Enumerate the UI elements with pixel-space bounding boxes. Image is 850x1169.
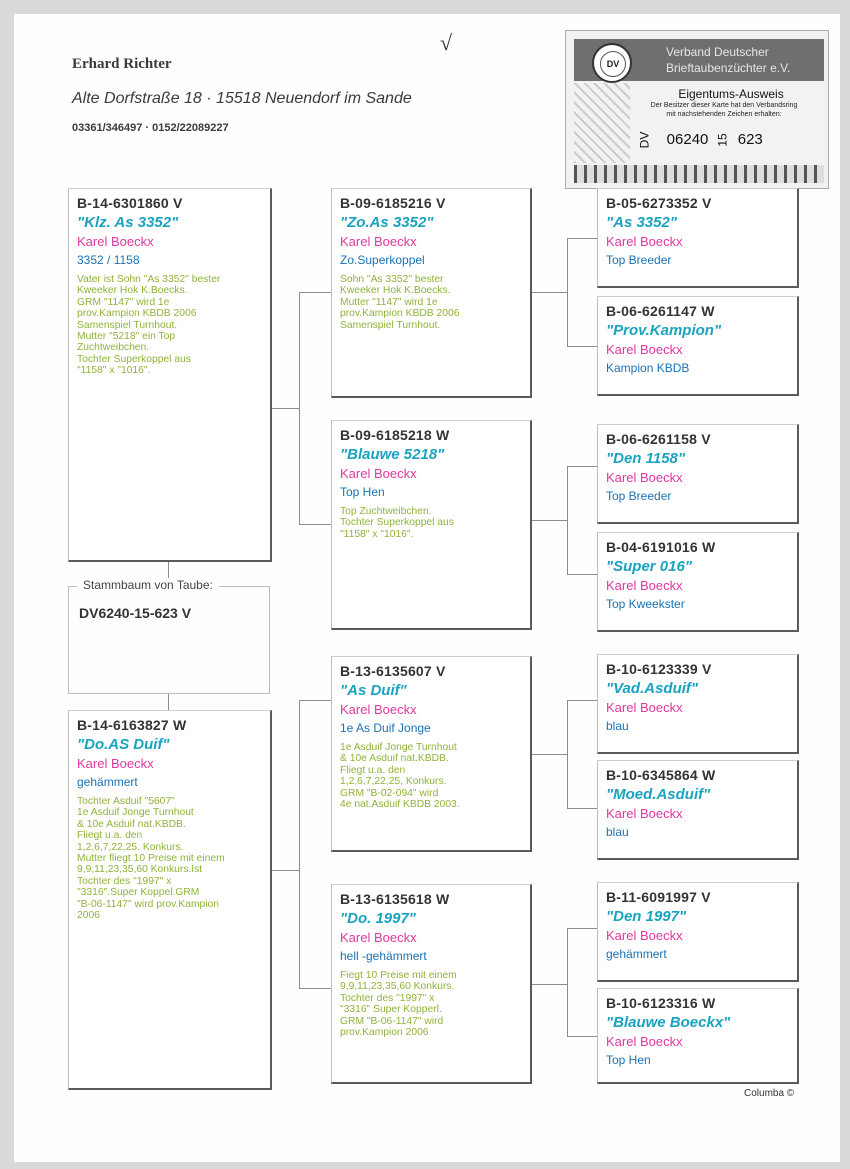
pigeon-card-maternal-grandfather [331, 656, 532, 852]
breeder-name: Karel Boeckx [606, 928, 683, 943]
ring-number: B-06-6261158 V [606, 431, 711, 447]
pigeon-card-mother [68, 710, 272, 1090]
pigeon-info: Zo.Superkoppel [340, 253, 425, 267]
ring-number: B-04-6191016 W [606, 539, 716, 555]
ownership-card [565, 30, 829, 189]
pigeon-card-ggp-4 [597, 532, 799, 632]
connector-line [530, 520, 568, 521]
pigeon-info: 1e As Duif Jonge [340, 721, 431, 735]
ring-suffix: 623 [737, 131, 763, 148]
pigeon-card-ggp-1 [597, 188, 799, 288]
connector-line [567, 700, 568, 808]
subject-ring: DV6240-15-623 V [79, 605, 192, 621]
ring-number: B-13-6135607 V [340, 663, 446, 679]
ring-number: B-14-6163827 W [77, 717, 187, 733]
pigeon-info: Top Hen [340, 485, 385, 499]
connector-line [299, 988, 332, 989]
pigeon-info: gehämmert [606, 947, 667, 961]
breeder-name: Karel Boeckx [77, 756, 154, 771]
pigeon-name: "Blauwe 5218" [340, 446, 445, 463]
connector-line [567, 466, 568, 574]
pigeon-name: "Super 016" [606, 558, 692, 575]
breeder-name: Karel Boeckx [340, 930, 417, 945]
breeder-name: Karel Boeckx [606, 700, 683, 715]
connector-line [530, 984, 568, 985]
pigeon-name: "Do. 1997" [340, 910, 416, 927]
breeder-name: Karel Boeckx [606, 578, 683, 593]
connector-line [270, 408, 300, 409]
owner-address: Alte Dorfstraße 18 · 15518 Neuendorf im Sande [72, 90, 412, 107]
ring-number: B-10-6123316 W [606, 995, 716, 1011]
owner-name: Erhard Richter [72, 56, 172, 72]
connector-line [530, 292, 568, 293]
pigeon-notes: Vater ist Sohn "As 3352" bester Kweeker Hok K.Boecks. GRM "1147" wird 1e prov.Kampion KBDB 2006 Samenspiel Turnhout. Mutter "5218" ein Top Zuchtweibchen. Tochter Superkoppel aus "1158" x "1016". [77, 274, 221, 377]
pigeon-name: "Prov.Kampion" [606, 322, 722, 339]
card-ring-number [636, 131, 763, 148]
pigeon-info: blau [606, 719, 629, 733]
connector-line [567, 928, 597, 929]
connector-line [299, 524, 332, 525]
pigeon-info: gehämmert [77, 775, 138, 789]
connector-line [270, 870, 300, 871]
association-name-line2: Brieftaubenzüchter e.V. [666, 61, 791, 75]
pigeon-name: "Den 1997" [606, 908, 687, 925]
subject-box [68, 578, 270, 694]
card-pattern [574, 83, 630, 163]
ring-number: B-13-6135618 W [340, 891, 450, 907]
subject-label: Stammbaum von Taube: [77, 578, 219, 592]
connector-line [567, 238, 568, 346]
card-text-line2: mit nachstehenden Zeichen erhalten: [666, 111, 782, 118]
pigeon-info: hell -gehämmert [340, 949, 427, 963]
pigeon-notes: Top Zuchtweibchen. Tochter Superkoppel aus "1158" x "1016". [340, 506, 454, 540]
pigeon-card-ggp-2 [597, 296, 799, 396]
connector-line [567, 808, 597, 809]
pigeon-card-paternal-grandmother [331, 420, 532, 630]
logo-text: DV [600, 51, 626, 77]
breeder-name: Karel Boeckx [340, 702, 417, 717]
pigeon-info: blau [606, 825, 629, 839]
pigeon-card-ggp-3 [597, 424, 799, 524]
copyright: Columba © [744, 1088, 795, 1099]
check-mark: √ [440, 30, 453, 55]
card-text-line1: Der Besitzer dieser Karte hat den Verbandsring [650, 102, 798, 109]
ring-number: B-10-6123339 V [606, 661, 712, 677]
pigeon-notes: 1e Asduif Jonge Turnhout & 10e Asduif nat.KBDB. Fliegt u.a. den 1,2,6,7,22,25, Konkurs. GRM "B-02-094" wird 4e nat.Asduif KBDB 2003. [340, 742, 460, 811]
ring-number: B-11-6091997 V [606, 889, 711, 905]
ring-prefix: DV [637, 131, 652, 149]
pigeon-card-ggp-8 [597, 988, 799, 1084]
breeder-name: Karel Boeckx [606, 234, 683, 249]
ring-number: B-09-6185218 W [340, 427, 450, 443]
pigeon-info: Top Hen [606, 1053, 651, 1067]
association-logo-icon [592, 43, 632, 83]
pigeon-card-ggp-6 [597, 760, 799, 860]
owner-phone: 03361/346497 · 0152/22089227 [72, 122, 229, 134]
breeder-name: Karel Boeckx [77, 234, 154, 249]
pigeon-name: "Zo.As 3352" [340, 214, 434, 231]
pigeon-name: "Do.AS Duif" [77, 736, 170, 753]
connector-line [299, 292, 332, 293]
ring-number: B-06-6261147 W [606, 303, 715, 319]
pigeon-card-ggp-5 [597, 654, 799, 754]
pigeon-card-ggp-7 [597, 882, 799, 982]
card-bottom-pattern [574, 165, 824, 183]
connector-line [567, 238, 597, 239]
pigeon-notes: Sohn "As 3352" bester Kweeker Hok K.Boecks. Mutter "1147" wird 1e prov.Kampion KBDB 2006 Samenspiel Turnhout. [340, 274, 460, 331]
ring-number: B-10-6345864 W [606, 767, 716, 783]
connector-line [567, 1036, 597, 1037]
pigeon-name: "Klz. As 3352" [77, 214, 179, 231]
ring-number: B-09-6185216 V [340, 195, 446, 211]
connector-line [299, 700, 332, 701]
connector-line [530, 754, 568, 755]
pigeon-info: Top Breeder [606, 489, 672, 503]
connector-line [299, 292, 300, 524]
connector-line [567, 466, 597, 467]
pigeon-name: "Moed.Asduif" [606, 786, 711, 803]
ring-number: B-14-6301860 V [77, 195, 183, 211]
connector-line [299, 700, 300, 988]
ring-number: 06240 [666, 131, 709, 148]
pigeon-name: "Den 1158" [606, 450, 685, 467]
pigeon-name: "As Duif" [340, 682, 407, 699]
pigeon-notes: Tochter Asduif "5607" 1e Asduif Jonge Turnhout & 10e Asduif nat.KBDB. Fliegt u.a. den 1,2,6,7,22,25. Konkurs. Mutter fliegt 10 Preise mit einem 9,9,11,23,35,60 Konkurs.Ist Tochter des "1997" x "3316".Super Koppel.GRM "B-06-1147" wird prov.Kampion 2006 [77, 796, 225, 922]
breeder-name: Karel Boeckx [606, 342, 683, 357]
association-name-line1: Verband Deutscher [666, 45, 769, 59]
connector-line [567, 928, 568, 1036]
pigeon-card-paternal-grandfather [331, 188, 532, 398]
pigeon-name: "Blauwe Boeckx" [606, 1014, 731, 1031]
pigeon-card-father [68, 188, 272, 562]
connector-line [567, 574, 597, 575]
pigeon-info: 3352 / 1158 [77, 253, 140, 267]
breeder-name: Karel Boeckx [606, 806, 683, 821]
breeder-name: Karel Boeckx [606, 1034, 683, 1049]
pigeon-info: Top Breeder [606, 253, 672, 267]
pigeon-card-maternal-grandmother [331, 884, 532, 1084]
card-title: Eigentums-Ausweis [678, 87, 784, 101]
ring-year: 15 [716, 133, 731, 147]
breeder-name: Karel Boeckx [340, 466, 417, 481]
breeder-name: Karel Boeckx [340, 234, 417, 249]
pigeon-info: Top Kweekster [606, 597, 685, 611]
pigeon-name: "As 3352" [606, 214, 677, 231]
pigeon-info: Kampion KBDB [606, 361, 690, 375]
ring-number: B-05-6273352 V [606, 195, 712, 211]
connector-line [567, 700, 597, 701]
connector-line [567, 346, 597, 347]
breeder-name: Karel Boeckx [606, 470, 683, 485]
pigeon-name: "Vad.Asduif" [606, 680, 699, 697]
pigeon-notes: Fiegt 10 Preise mit einem 9,9,11,23,35,60 Konkurs. Tochter des "1997" x "3316" Super Kopperl. GRM "B-06-1147" wird prov.Kampion 2006 [340, 970, 457, 1039]
card-header [574, 39, 824, 81]
